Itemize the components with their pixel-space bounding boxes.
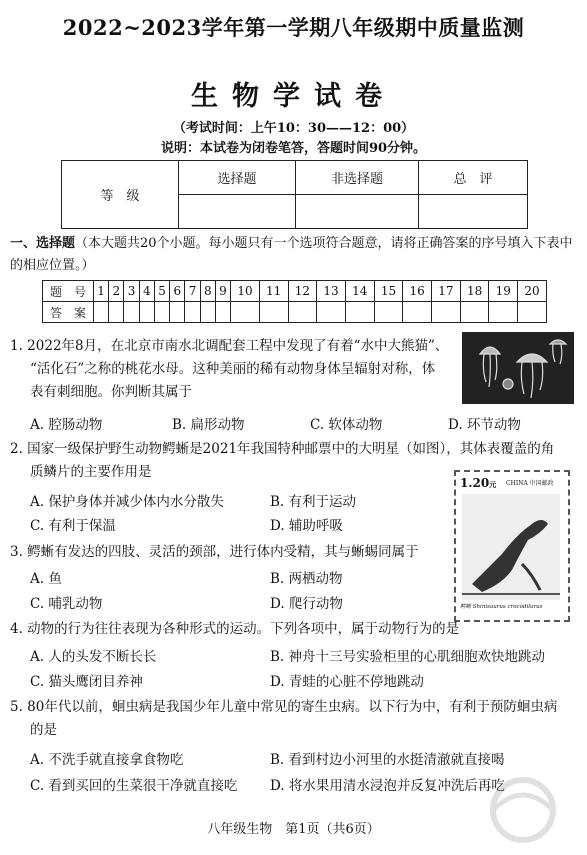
answer-number-14: 14 (345, 281, 374, 302)
question-2-stem-2: 质鳞片的主要作用是 (30, 464, 152, 480)
jellyfish-photo (462, 332, 574, 404)
q3-option-c[interactable]: C. 哺乳动物 (30, 596, 103, 612)
answer-number-6: 6 (170, 281, 185, 302)
grade-cell-total[interactable] (419, 195, 528, 229)
exam-time: （考试时间：上午10：30——12：00） (172, 121, 415, 136)
answer-row-label-number: 题 号 (43, 281, 94, 302)
question-5 (10, 696, 575, 742)
question-2-stem-1: 2. 国家一级保护野生动物鳄蜥是2021年我国特种邮票中的大明星（如图），其体表覆盖的角 (10, 441, 555, 457)
answer-cell-7[interactable] (185, 302, 200, 323)
question-5-stem-1: 5. 80年代以前，蛔虫病是我国少年儿童中常见的寄生虫病。以下行为中，有利于预防蛔虫病 (10, 699, 558, 715)
q2-option-a[interactable]: A. 保护身体并减少体内水分散失 (30, 494, 224, 510)
question-1-stem-3: 表有刺细胞。你判断其属于 (30, 384, 192, 400)
grade-label: 等 级 (62, 161, 179, 229)
stamp-caption: 鳄蜥 Shinisaurus crocodilurus (460, 604, 543, 610)
answer-cell-6[interactable] (170, 302, 185, 323)
answer-cell-8[interactable] (200, 302, 215, 323)
answer-cell-16[interactable] (403, 302, 432, 323)
q1-option-c[interactable]: C. 软体动物 (310, 417, 383, 433)
q2-option-d[interactable]: D. 辅助呼吸 (270, 518, 343, 534)
answer-cell-1[interactable] (94, 302, 109, 323)
question-5-stem-2: 的是 (30, 722, 57, 738)
section-one (10, 233, 575, 277)
question-1 (10, 335, 450, 404)
q5-option-b[interactable]: B. 看到村边小河里的水挺清澈就直接喝 (270, 752, 505, 768)
answer-cell-18[interactable] (460, 302, 489, 323)
stamp-brand: CHINA 中国邮政 (506, 480, 554, 487)
answer-number-5: 5 (154, 281, 169, 302)
answer-cell-15[interactable] (374, 302, 403, 323)
q3-option-b[interactable]: B. 两栖动物 (270, 571, 343, 587)
answer-cell-20[interactable] (518, 302, 547, 323)
answer-cell-4[interactable] (139, 302, 154, 323)
q3-option-d[interactable]: D. 爬行动物 (270, 596, 343, 612)
q4-option-d[interactable]: D. 青蛙的心脏不停地跳动 (270, 674, 424, 690)
exam-note: 说明：本试卷为闭卷笔答，答题时间90分钟。 (160, 141, 427, 156)
answer-number-16: 16 (403, 281, 432, 302)
answer-row-label-answer: 答 案 (43, 302, 94, 323)
question-4-stem-1: 4. 动物的行为往往表现为各种形式的运动。下列各项中，属于动物行为的是 (10, 621, 460, 637)
answer-number-19: 19 (489, 281, 518, 302)
subject-title: 生物学试卷 (191, 81, 396, 112)
q4-option-a[interactable]: A. 人的头发不断长长 (30, 649, 157, 665)
answer-cell-5[interactable] (154, 302, 169, 323)
answer-cell-12[interactable] (288, 302, 317, 323)
question-3 (10, 541, 575, 564)
q1-option-a[interactable]: A. 腔肠动物 (30, 417, 103, 433)
answer-number-17: 17 (432, 281, 461, 302)
q5-option-a[interactable]: A. 不洗手就直接拿食物吃 (30, 752, 184, 768)
answer-cell-9[interactable] (215, 302, 230, 323)
answer-number-18: 18 (460, 281, 489, 302)
answer-cell-14[interactable] (345, 302, 374, 323)
exam-title: 2022~2023学年第一学期八年级期中质量监测 (62, 15, 525, 40)
grade-cell-choice[interactable] (179, 195, 296, 229)
answer-cell-2[interactable] (109, 302, 124, 323)
answer-cell-19[interactable] (489, 302, 518, 323)
question-3-stem-1: 3. 鳄蜥有发达的四肢、灵活的颈部，进行体内受精，其与蜥蜴同属于 (10, 544, 419, 560)
answer-cell-13[interactable] (317, 302, 346, 323)
q5-option-d[interactable]: D. 将水果用清水浸泡并反复冲洗后再吃 (270, 778, 505, 794)
answer-number-2: 2 (109, 281, 124, 302)
grade-col-total: 总 评 (419, 161, 528, 195)
answer-number-4: 4 (139, 281, 154, 302)
q4-option-b[interactable]: B. 神舟十三号实验柜里的心肌细胞欢快地跳动 (270, 649, 546, 665)
stamp-price: 1.20元 (460, 476, 497, 490)
grade-cell-nonchoice[interactable] (296, 195, 419, 229)
q4-option-c[interactable]: C. 猫头鹰闭目养神 (30, 674, 143, 690)
question-4 (10, 618, 575, 641)
answer-number-3: 3 (124, 281, 139, 302)
answer-cell-17[interactable] (432, 302, 461, 323)
answer-number-10: 10 (231, 281, 260, 302)
question-1-stem-2: “活化石”之称的桃花水母。这种美丽的稀有动物身体呈辐射对称，体 (30, 361, 436, 377)
watermark-logo (463, 770, 583, 850)
answer-number-20: 20 (518, 281, 547, 302)
grade-col-choice: 选择题 (179, 161, 296, 195)
answer-number-15: 15 (374, 281, 403, 302)
answer-number-9: 9 (215, 281, 230, 302)
answer-table (42, 280, 547, 323)
answer-number-12: 12 (288, 281, 317, 302)
page-footer: 八年级生物 第1页（共6页） (207, 822, 380, 837)
q5-option-c[interactable]: C. 看到买回的生菜很干净就直接吃 (30, 778, 238, 794)
grade-col-nonchoice: 非选择题 (296, 161, 419, 195)
answer-cell-11[interactable] (259, 302, 288, 323)
grade-table (61, 160, 528, 229)
answer-number-7: 7 (185, 281, 200, 302)
q1-option-d[interactable]: D. 环节动物 (448, 417, 521, 433)
section-one-title: 一、选择题 (10, 236, 76, 251)
q2-option-b[interactable]: B. 有利于运动 (270, 494, 357, 510)
answer-cell-10[interactable] (231, 302, 260, 323)
answer-number-13: 13 (317, 281, 346, 302)
question-1-stem-1: 1. 2022年8月，在北京市南水北调配套工程中发现了有着“水中大熊猫”、 (10, 338, 449, 354)
q3-option-a[interactable]: A. 鱼 (30, 571, 62, 587)
answer-number-11: 11 (259, 281, 288, 302)
section-one-desc: （本大题共20个小题。每小题只有一个选项符合题意，请将正确答案的序号填入下表中的相应位置。） (10, 236, 573, 273)
answer-number-8: 8 (200, 281, 215, 302)
answer-number-1: 1 (94, 281, 109, 302)
q2-option-c[interactable]: C. 有利于保温 (30, 518, 116, 534)
q1-option-b[interactable]: B. 扁形动物 (172, 417, 245, 433)
answer-cell-3[interactable] (124, 302, 139, 323)
